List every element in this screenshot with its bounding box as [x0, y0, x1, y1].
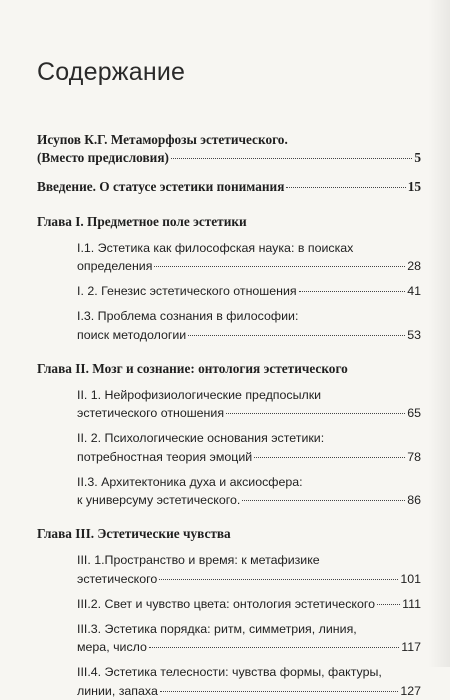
- page-number: 15: [407, 179, 421, 195]
- dot-leader: [149, 647, 399, 648]
- dot-leader: [299, 291, 406, 292]
- toc-entry-line: I. 2. Генезис эстетического отношения: [77, 284, 297, 299]
- toc-entry-line: поиск методологии: [77, 327, 187, 342]
- page-number: 101: [400, 571, 421, 586]
- toc-subentry[interactable]: [77, 620, 421, 656]
- toc-entry-line: II. 2. Психологические основания эстетики:: [77, 431, 325, 446]
- dot-leader: [159, 579, 398, 580]
- dot-leader: [377, 604, 400, 605]
- toc-entry-line: III. 1.Пространство и время: к метафизике: [77, 553, 320, 568]
- toc-entry-line: эстетического отношения: [77, 406, 225, 421]
- chapter-heading[interactable]: Глава II. Мозг и сознание: онтология эстетического: [37, 360, 348, 376]
- toc-subentry[interactable]: [77, 473, 421, 509]
- page-number: 86: [407, 493, 421, 508]
- dot-leader: [171, 158, 412, 159]
- toc-entry-line: определения: [77, 259, 153, 274]
- dot-leader: [286, 187, 405, 188]
- page-number: 28: [407, 259, 421, 274]
- dot-leader: [160, 691, 398, 692]
- toc-subentry[interactable]: [77, 551, 421, 587]
- table-of-contents: [37, 131, 421, 700]
- toc-entry-line: потребностная теория эмоций: [77, 449, 253, 464]
- toc-subentry[interactable]: [77, 663, 421, 699]
- chapter-heading[interactable]: Глава III. Эстетические чувства: [37, 526, 231, 542]
- toc-entry-line: III.2. Свет и чувство цвета: онтология эстетического: [77, 596, 375, 611]
- toc-entry-line: III.4. Эстетика телесности: чувства формы, фактуры,: [77, 665, 382, 680]
- toc-subentry[interactable]: [77, 239, 421, 275]
- page-title: Содержание: [37, 58, 186, 86]
- page-number: 117: [401, 640, 421, 655]
- chapter-heading[interactable]: Глава I. Предметное поле эстетики: [37, 213, 247, 229]
- toc-entry-line: II.3. Архитектоника духа и аксиосфера:: [77, 474, 303, 489]
- toc-entry-line: к универсуму эстетического.: [77, 493, 241, 508]
- dot-leader: [188, 335, 405, 336]
- toc-subentry[interactable]: [77, 429, 421, 465]
- dot-leader: [254, 457, 405, 458]
- page-number: 111: [402, 596, 421, 611]
- dot-leader: [242, 500, 405, 501]
- page-number: 127: [400, 683, 421, 698]
- toc-subentry[interactable]: [77, 307, 421, 343]
- toc-entry-line: эстетического: [77, 571, 158, 586]
- toc-entry-line: III.3. Эстетика порядка: ритм, симметрия, линия,: [77, 622, 357, 637]
- toc-entry-line: линии, запаха: [77, 683, 158, 698]
- toc-subentry[interactable]: [77, 595, 421, 613]
- toc-entry-line: Исупов К.Г. Метаморфозы эстетического.: [37, 132, 288, 147]
- page-number: 41: [407, 284, 421, 299]
- toc-entry-line: I.1. Эстетика как философская наука: в поисках: [77, 240, 354, 255]
- toc-entry-line: (Вместо предисловия): [37, 150, 169, 166]
- toc-entry-foreword[interactable]: [37, 131, 421, 167]
- toc-subentry[interactable]: [77, 282, 421, 300]
- dot-leader: [226, 413, 405, 414]
- toc-entry-line: I.3. Проблема сознания в философии:: [77, 309, 299, 324]
- toc-entry-line: мера, число: [77, 640, 147, 655]
- page-number: 53: [407, 327, 421, 342]
- toc-subentry[interactable]: [77, 386, 421, 422]
- toc-entry-line: Введение. О статусе эстетики понимания: [37, 179, 285, 195]
- toc-entry-introduction[interactable]: [37, 178, 421, 196]
- dot-leader: [154, 266, 405, 267]
- page-number: 5: [414, 150, 421, 166]
- page-number: 65: [407, 406, 421, 421]
- page-number: 78: [407, 449, 421, 464]
- toc-entry-line: II. 1. Нейрофизиологические предпосылки: [77, 388, 322, 403]
